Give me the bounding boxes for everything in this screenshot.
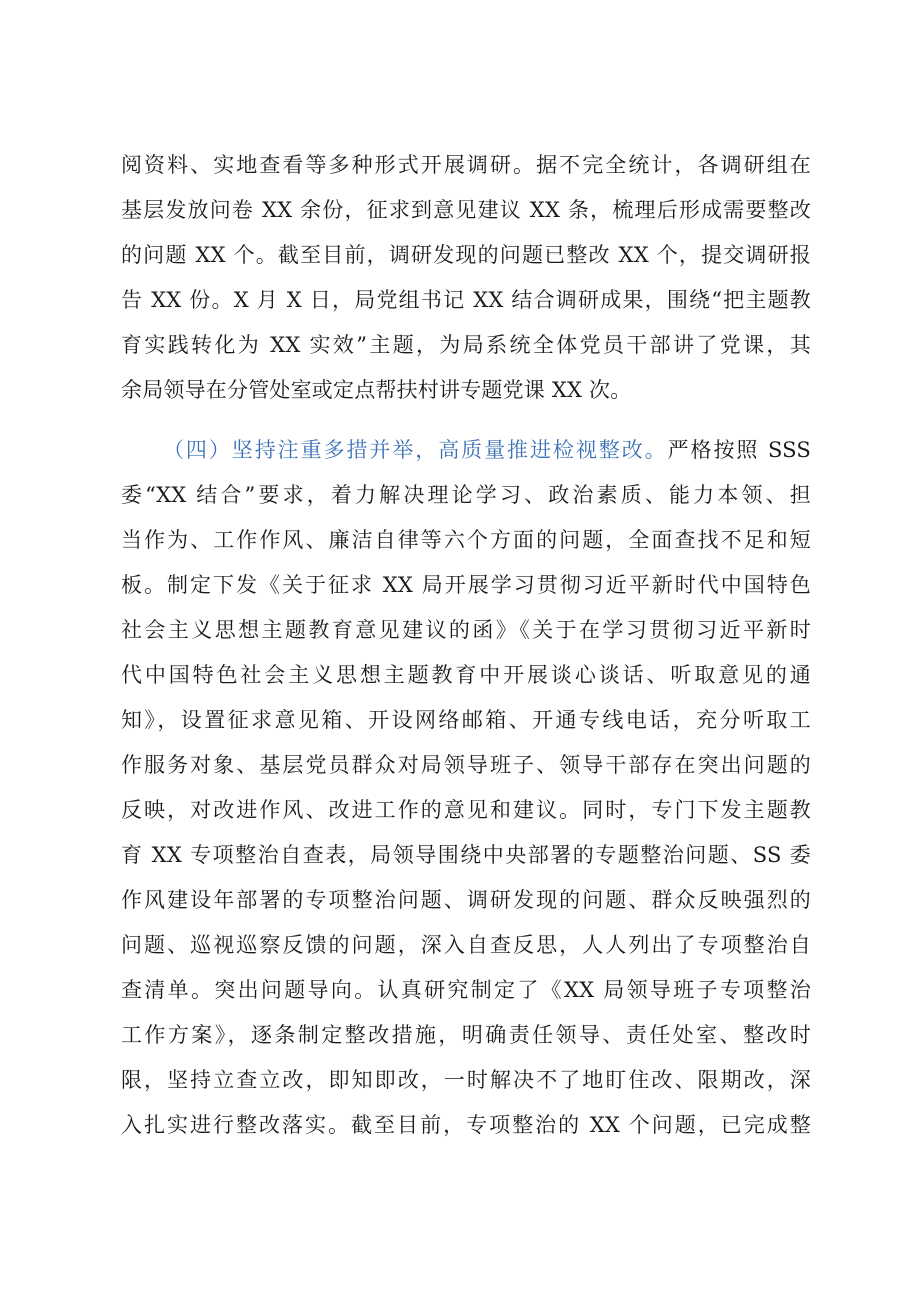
paragraph-2-line-5: 代中国特色社会主义思想主题教育中开展谈心谈话、听取意见的通 (121, 663, 811, 687)
paragraph-2-line-4: 社会主义思想主题教育意见建议的函》《关于在学习贯彻习近平新时 (121, 618, 811, 642)
paragraph-2-first-line-rest: 严格按照 SSS (667, 438, 811, 462)
paragraph-2-line-6: 知》，设置征求意见箱、开设网络邮箱、开通专线电话，充分听取工 (121, 708, 811, 732)
paragraph-1-line-5: 育实践转化为 XX 实效”主题，为局系统全体党员干部讲了党课，其 (121, 333, 811, 357)
paragraph-2-line-14: 限，坚持立查立改，即知即改，一时解决不了地盯住改、限期改，深 (121, 1068, 811, 1092)
paragraph-2-line-1: 委“XX 结合”要求，着力解决理论学习、政治素质、能力本领、担 (121, 483, 811, 507)
paragraph-2-line-12: 查清单。突出问题导向。认真研究制定了《XX 局领导班子专项整治 (121, 978, 811, 1002)
paragraph-2-line-9: 育 XX 专项整治自查表，局领导围绕中央部署的专题整治问题、SS 委 (121, 843, 811, 867)
paragraph-2-line-3: 板。制定下发《关于征求 XX 局开展学习贯彻习近平新时代中国特色 (121, 573, 811, 597)
paragraph-2-first-line (163, 435, 811, 465)
section-heading: （四）坚持注重多措并举，高质量推进检视整改。 (163, 438, 668, 462)
paragraph-1-line-4: 告 XX 份。X 月 X 日，局党组书记 XX 结合调研成果，围绕“把主题教 (121, 288, 811, 312)
paragraph-2-line-10: 作风建设年部署的专项整治问题、调研发现的问题、群众反映强烈的 (121, 888, 811, 912)
paragraph-2-line-13: 工作方案》，逐条制定整改措施，明确责任领导、责任处室、整改时 (121, 1023, 811, 1047)
paragraph-2-line-15: 入扎实进行整改落实。截至目前，专项整治的 XX 个问题，已完成整 (121, 1113, 811, 1137)
paragraph-2-line-2: 当作为、工作作风、廉洁自律等六个方面的问题，全面查找不足和短 (121, 528, 811, 552)
paragraph-2-line-11: 问题、巡视巡察反馈的问题，深入自查反思，人人列出了专项整治自 (121, 933, 811, 957)
paragraph-1-line-2: 基层发放问卷 XX 余份，征求到意见建议 XX 条，梳理后形成需要整改 (121, 198, 811, 222)
paragraph-2-line-7: 作服务对象、基层党员群众对局领导班子、领导干部存在突出问题的 (121, 753, 811, 777)
paragraph-1-line-3: 的问题 XX 个。截至目前，调研发现的问题已整改 XX 个，提交调研报 (121, 243, 811, 267)
paragraph-2-line-8: 反映，对改进作风、改进工作的意见和建议。同时，专门下发主题教 (121, 798, 811, 822)
paragraph-1-line-6: 余局领导在分管处室或定点帮扶村讲专题党课 XX 次。 (121, 378, 632, 402)
paragraph-1-line-1: 阅资料、实地查看等多种形式开展调研。据不完全统计，各调研组在 (121, 153, 811, 177)
